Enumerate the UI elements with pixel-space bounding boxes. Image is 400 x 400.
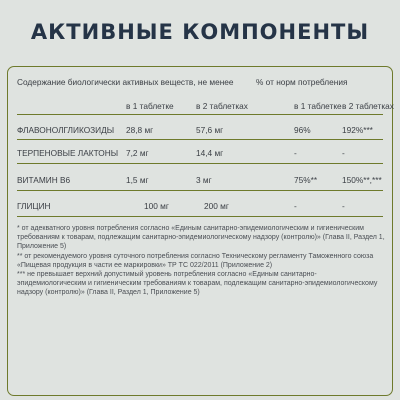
divider (17, 139, 383, 140)
row-value-1: 7,2 мг (126, 148, 149, 158)
row-name: ФЛАВОНОЛГЛИКОЗИДЫ (17, 125, 115, 135)
row-name: ТЕРПЕНОВЫЕ ЛАКТОНЫ (17, 148, 119, 158)
row-percent-1: 96% (294, 125, 311, 135)
footnote: * от адекватного уровня потребления согласно «Единым санитарно-эпидемиологическим и гигиеническим требованиям к товарам, подлежащим санитарно-эпидемиологическому надзору (контролю)» (Глава II, Раздел 1, Приложение 5) (17, 225, 385, 251)
divider (17, 163, 383, 164)
row-percent-2: 150%**,*** (342, 175, 382, 185)
footnote: ** от рекомендуемого уровня суточного потребления согласно Техническому регламенту Таможенного союза «Пищевая продукция в части ее маркировки» ТР ТС 022/2011 (Приложение 2) (17, 252, 374, 269)
subheader-2-tablets: в 2 таблетках (196, 101, 248, 111)
divider (17, 216, 383, 217)
row-value-1: 28,8 мг (126, 125, 154, 135)
subheader-1-tablet-percent: в 1 таблетке (294, 101, 342, 111)
row-name: ВИТАМИН B6 (17, 175, 71, 185)
row-name: ГЛИЦИН (17, 201, 51, 211)
row-percent-1: 75%** (294, 175, 318, 185)
row-value-2: 57,6 мг (196, 125, 224, 135)
row-value-2: 3 мг (196, 175, 212, 185)
active-components-table (7, 66, 393, 396)
divider (17, 190, 383, 191)
row-value-1: 100 мг (144, 201, 169, 211)
row-percent-2: 192%*** (342, 125, 373, 135)
row-value-2: 200 мг (204, 201, 229, 211)
page-title: АКТИВНЫЕ КОМПОНЕНТЫ (30, 20, 370, 44)
header-percent-label: % от норм потребления (256, 77, 348, 87)
row-percent-1: - (294, 201, 297, 211)
divider (17, 114, 383, 115)
footnote: *** не превышает верхний допустимый уровень потребления согласно «Единым санитарно-эпидемиологическим и гигиеническим требованиям к товарам, подлежащим санитарно-эпидемиологическому надзору (контролю)» (Глава II, Раздел 1, Приложение 5) (17, 271, 378, 297)
row-value-1: 1,5 мг (126, 175, 149, 185)
row-percent-2: - (342, 148, 345, 158)
row-percent-2: - (342, 201, 345, 211)
subheader-2-tablets-percent: в 2 таблетках (342, 101, 394, 111)
row-value-2: 14,4 мг (196, 148, 224, 158)
row-percent-1: - (294, 148, 297, 158)
subheader-1-tablet: в 1 таблетке (126, 101, 174, 111)
header-content-label: Содержание биологически активных веществ, не менее (17, 77, 234, 87)
footnotes (17, 224, 385, 298)
